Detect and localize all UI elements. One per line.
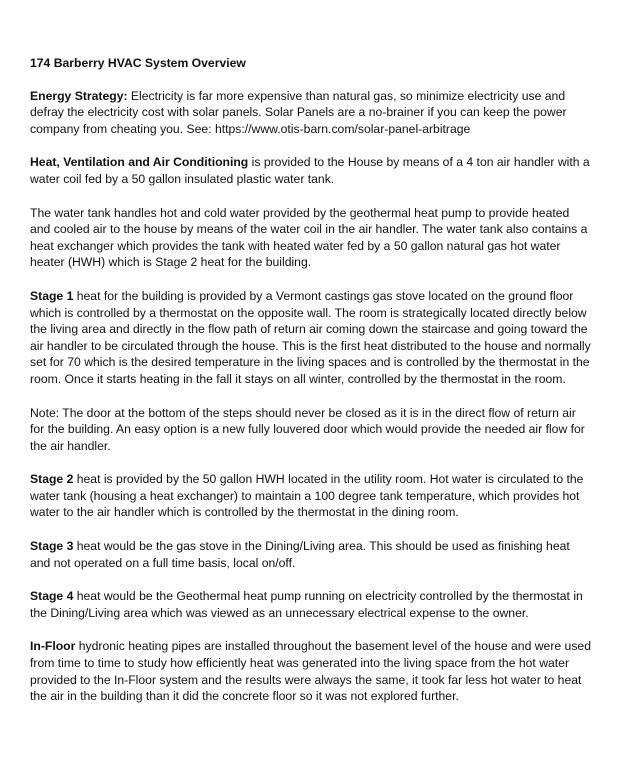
- paragraph-text: heat would be the gas stove in the Dining/Living area. This should be used as finishing heat and not operated on a full time basis, local on/off.: [30, 539, 570, 570]
- document-page: [30, 55, 592, 722]
- paragraph-energy-strategy: [30, 88, 592, 138]
- paragraph-text: The water tank handles hot and cold water provided by the geothermal heat pump to provide heated and cooled air to the house by means of the water coil in the air handler. The water tank also contains a heat exchanger which provides the tank with heated water fed by a 50 gallon natural gas hot water heater (HWH) which is Stage 2 heat for the building.: [30, 205, 588, 270]
- paragraph-note: [30, 405, 592, 455]
- paragraph-stage-2: [30, 471, 592, 521]
- paragraph-text: heat would be the Geothermal heat pump running on electricity controlled by the thermostat in the Dining/Living area which was viewed as an unnecessary electrical expense to the owner.: [30, 589, 583, 620]
- paragraph-text: heat for the building is provided by a Vermont castings gas stove located on the ground floor which is controlled by a thermostat on the opposite wall. The room is strategically located directly below the living area and directly in the flow path of return air coming down the staircase and going toward the air handler to be circulated through the house. This is the first heat distributed to the house and normally set for 70 which is the desired temperature in the living spaces and is controlled by the thermostat in the room. Once it starts heating in the fall it stays on all winter, controlled by the thermostat in the room.: [30, 288, 591, 386]
- paragraph-stage-1: [30, 288, 592, 388]
- paragraph-text: Electricity is far more expensive than natural gas, so minimize electricity use and defray the electricity cost with solar panels. Solar Panels are a no-brainer if you can keep the power company from cheating you. See: https://www.otis-barn.com/solar-panel-arbitrage: [30, 88, 567, 136]
- paragraph-lead: Heat, Ventilation and Air Conditioning: [30, 155, 249, 170]
- paragraph-text: heat is provided by the 50 gallon HWH located in the utility room. Hot water is circulated to the water tank (housing a heat exchanger) to maintain a 100 degree tank temperature, which provides hot water to the air handler which is controlled by the thermostat in the dining room.: [30, 472, 584, 520]
- paragraph-in-floor: [30, 638, 592, 704]
- paragraph-text: is provided to the House by means of a 4 ton air handler with a water coil fed by a 50 gallon insulated plastic water tank.: [30, 155, 590, 186]
- paragraph-stage-4: [30, 588, 592, 621]
- paragraph-text: Note: The door at the bottom of the steps should never be closed as it is in the direct flow of return air for the building. An easy option is a new fully louvered door which would provide the needed air flow for the air handler.: [30, 405, 585, 453]
- paragraph-lead: Stage 1: [30, 288, 74, 303]
- paragraph-stage-3: [30, 538, 592, 571]
- paragraph-water-tank: [30, 205, 592, 271]
- paragraph-text: hydronic heating pipes are installed throughout the basement level of the house and were used from time to time to study how efficiently heat was generated into the living space from the hot water provided to the In-Floor system and the results were always the same, it took far less hot water to heat the air in the building than it did the concrete floor so it was not explored further.: [30, 639, 591, 704]
- paragraph-lead: Stage 4: [30, 589, 74, 604]
- paragraph-lead: Stage 2: [30, 472, 74, 487]
- paragraph-hvac: [30, 154, 592, 187]
- document-title: 174 Barberry HVAC System Overview: [30, 56, 246, 70]
- paragraph-lead: Stage 3: [30, 539, 74, 554]
- paragraph-lead: In-Floor: [30, 639, 76, 654]
- paragraph-lead: Energy Strategy:: [30, 88, 128, 103]
